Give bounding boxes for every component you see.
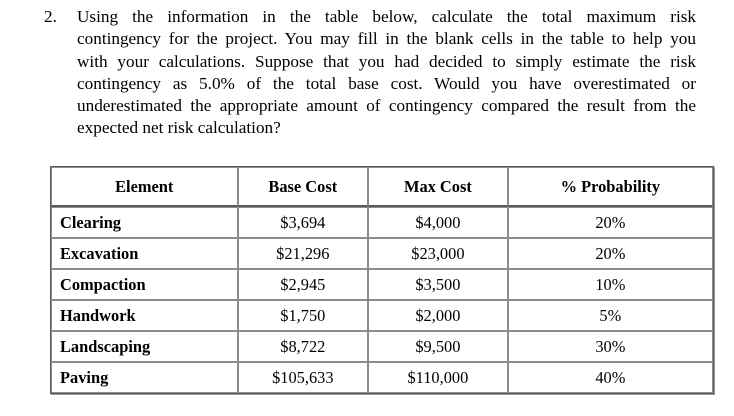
question-number: 2. bbox=[44, 7, 57, 26]
question-line: contingency for the project. You may fill in the blank cells in the table to help you bbox=[77, 29, 696, 49]
cell-base-cost: $105,633 bbox=[238, 362, 369, 393]
cell-element: Excavation bbox=[51, 238, 238, 269]
cell-element: Compaction bbox=[51, 269, 238, 300]
header-max-cost: Max Cost bbox=[368, 167, 508, 207]
cell-element: Handwork bbox=[51, 300, 238, 331]
cell-max-cost: $23,000 bbox=[368, 238, 508, 269]
table-row bbox=[51, 269, 713, 300]
cell-element: Landscaping bbox=[51, 331, 238, 362]
cell-probability: 30% bbox=[508, 331, 713, 362]
question-line: underestimated the appropriate amount of contingency compared the result from the bbox=[77, 96, 696, 116]
cell-probability: 5% bbox=[508, 300, 713, 331]
cell-max-cost: $110,000 bbox=[368, 362, 508, 393]
question-line: expected net risk calculation? bbox=[77, 118, 281, 138]
cost-table bbox=[50, 166, 714, 394]
question-text bbox=[77, 6, 696, 140]
cell-probability: 20% bbox=[508, 207, 713, 238]
header-base-cost: Base Cost bbox=[238, 167, 369, 207]
header-probability: % Probability bbox=[508, 167, 713, 207]
cell-max-cost: $4,000 bbox=[368, 207, 508, 238]
cell-base-cost: $8,722 bbox=[238, 331, 369, 362]
question-line: contingency as 5.0% of the total base cost. Would you have overestimated or bbox=[77, 73, 696, 93]
table-row bbox=[51, 207, 713, 238]
table-row bbox=[51, 362, 713, 393]
question-line: Using the information in the table below, calculate the total maximum risk bbox=[77, 7, 696, 26]
table-row bbox=[51, 300, 713, 331]
question-block bbox=[44, 6, 696, 140]
cell-base-cost: $3,694 bbox=[238, 207, 369, 238]
cell-probability: 40% bbox=[508, 362, 713, 393]
cell-element: Clearing bbox=[51, 207, 238, 238]
table-header-row bbox=[51, 167, 713, 207]
table-row bbox=[51, 238, 713, 269]
cell-base-cost: $21,296 bbox=[238, 238, 369, 269]
cell-probability: 10% bbox=[508, 269, 713, 300]
cell-probability: 20% bbox=[508, 238, 713, 269]
question-line: with your calculations. Suppose that you had decided to simply estimate the risk bbox=[77, 51, 696, 71]
cell-base-cost: $1,750 bbox=[238, 300, 369, 331]
cell-max-cost: $9,500 bbox=[368, 331, 508, 362]
cell-max-cost: $2,000 bbox=[368, 300, 508, 331]
cell-base-cost: $2,945 bbox=[238, 269, 369, 300]
cell-max-cost: $3,500 bbox=[368, 269, 508, 300]
cell-element: Paving bbox=[51, 362, 238, 393]
header-element: Element bbox=[51, 167, 238, 207]
table-row bbox=[51, 331, 713, 362]
